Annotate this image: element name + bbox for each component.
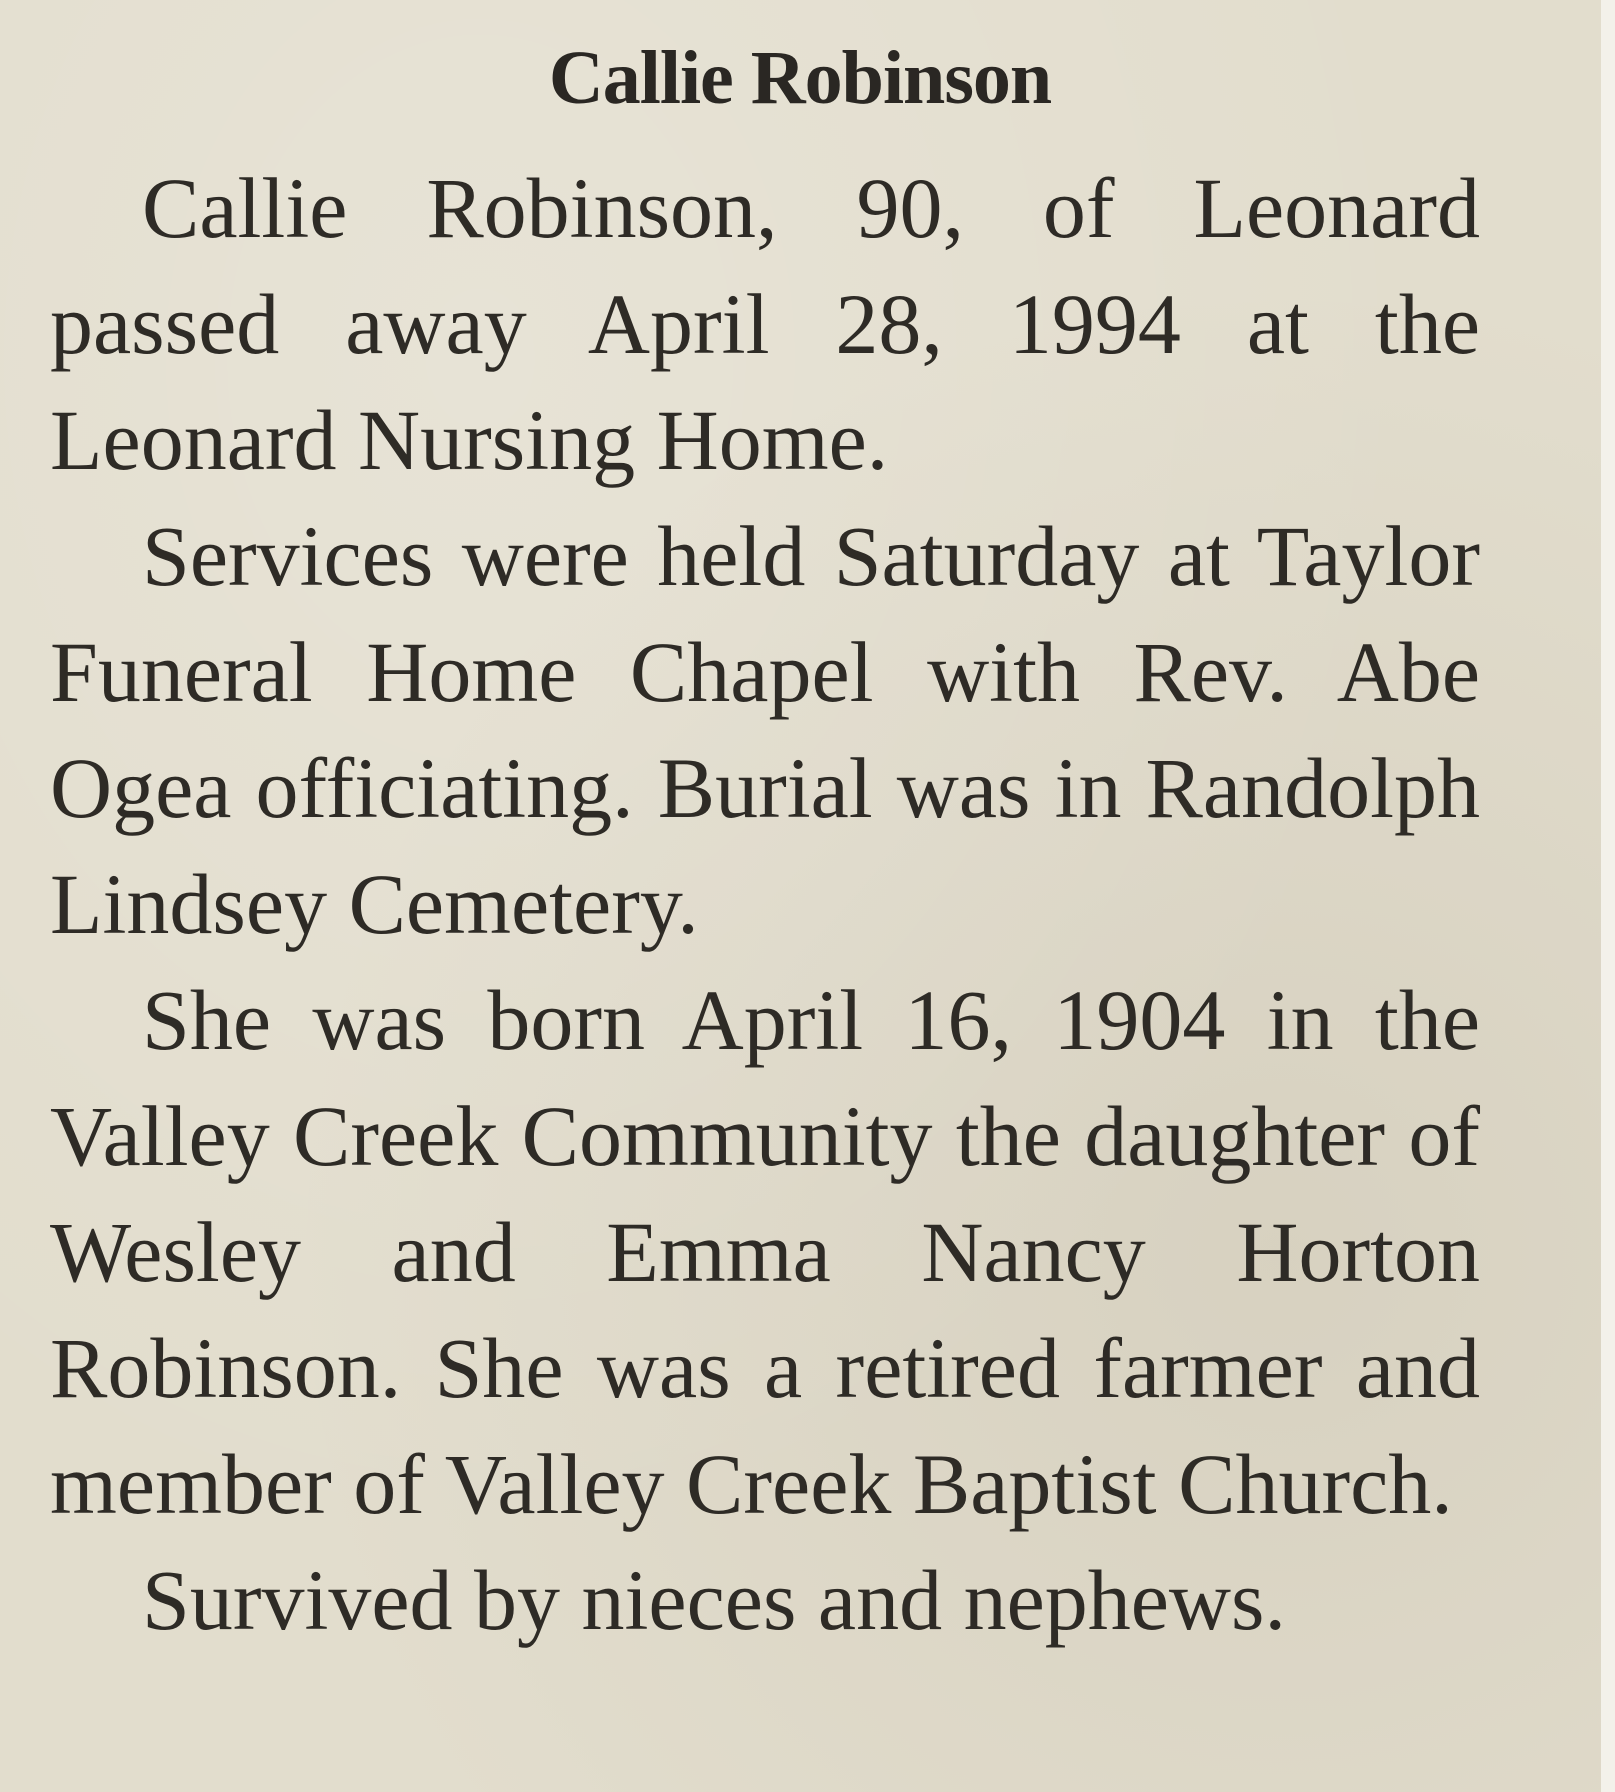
- obituary-body: [50, 150, 1480, 1658]
- obituary-headline: Callie Robinson: [548, 36, 1052, 120]
- paragraph-biography: She was born April 16, 1904 in the Valley Creek Community the daughter of Wesley and Emma Nancy Horton Robinson. She was a retired farmer and member of Valley Creek Baptist Church.: [50, 972, 1480, 1532]
- paragraph-services: Services were held Saturday at Taylor Funeral Home Chapel with Rev. Abe Ogea officiating. Burial was in Randolph Lindsey Cemetery.: [50, 508, 1480, 952]
- paragraph-death-notice: Callie Robinson, 90, of Leonard passed away April 28, 1994 at the Leonard Nursing Home.: [50, 160, 1480, 488]
- paragraph-survivors: Survived by nieces and nephews.: [142, 1552, 1286, 1648]
